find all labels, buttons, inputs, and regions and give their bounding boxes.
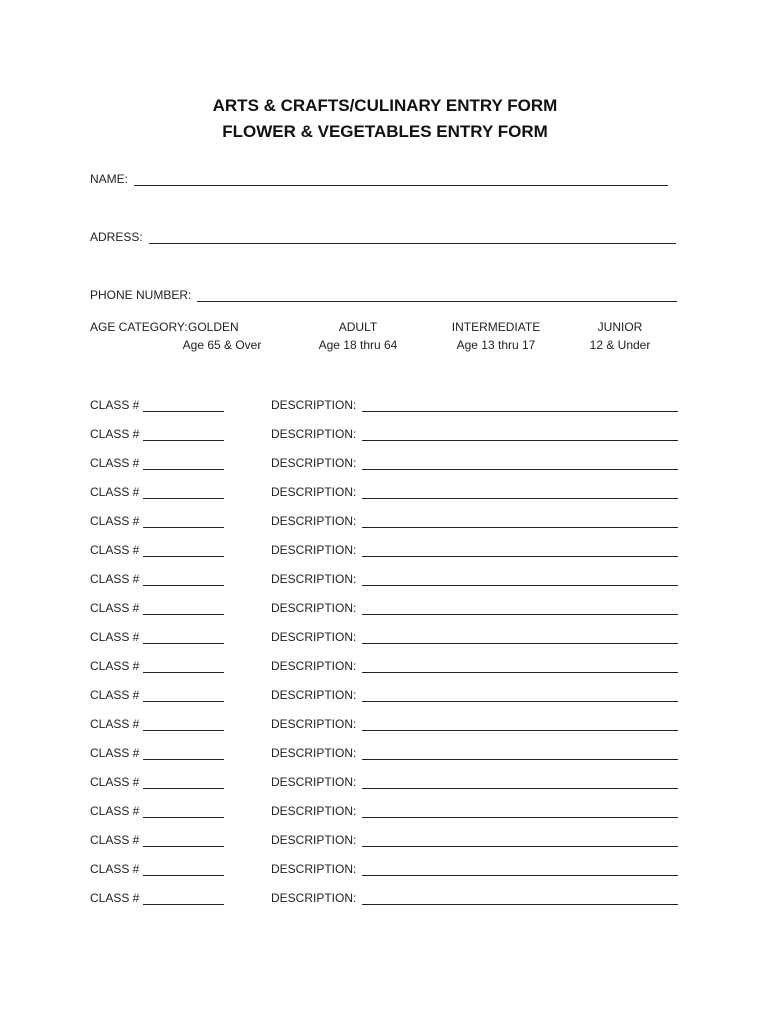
class-number-label: CLASS # [90,688,140,702]
description-label: DESCRIPTION: [271,717,357,731]
class-number-field [90,630,224,644]
class-number-input-line[interactable] [143,863,224,876]
class-number-field [90,572,224,586]
class-number-field [90,514,224,528]
description-input-line[interactable] [362,660,678,673]
description-label: DESCRIPTION: [271,891,357,905]
description-label: DESCRIPTION: [271,688,357,702]
class-number-input-line[interactable] [143,515,224,528]
description-field [271,688,678,702]
age-option-intermediate[interactable] [446,318,546,354]
description-field [271,804,678,818]
class-number-input-line[interactable] [143,573,224,586]
class-number-label: CLASS # [90,862,140,876]
class-number-field [90,891,224,905]
entry-row [90,717,690,746]
age-option-name: ADULT [338,320,378,334]
class-number-field [90,804,224,818]
entry-row [90,427,690,456]
class-number-label: CLASS # [90,514,140,528]
class-number-label: CLASS # [90,543,140,557]
entry-row [90,572,690,601]
class-number-input-line[interactable] [143,718,224,731]
description-field [271,717,678,731]
class-number-field [90,398,224,412]
class-number-label: CLASS # [90,717,140,731]
description-input-line[interactable] [362,573,678,586]
description-field [271,485,678,499]
class-number-label: CLASS # [90,775,140,789]
class-number-input-line[interactable] [143,457,224,470]
entry-row [90,775,690,804]
class-number-input-line[interactable] [143,486,224,499]
class-number-label: CLASS # [90,572,140,586]
description-field [271,833,678,847]
description-label: DESCRIPTION: [271,456,357,470]
entry-row [90,746,690,775]
class-number-field [90,456,224,470]
class-number-label: CLASS # [90,398,140,412]
description-label: DESCRIPTION: [271,833,357,847]
entry-row [90,630,690,659]
description-field [271,514,678,528]
description-label: DESCRIPTION: [271,659,357,673]
description-field [271,630,678,644]
address-label: ADRESS: [90,230,143,244]
class-number-input-line[interactable] [143,892,224,905]
name-input-line[interactable] [134,173,668,186]
class-number-field [90,659,224,673]
class-number-field [90,862,224,876]
class-number-input-line[interactable] [143,602,224,615]
class-number-label: CLASS # [90,630,140,644]
address-field [90,230,676,244]
class-number-label: CLASS # [90,804,140,818]
description-input-line[interactable] [362,747,678,760]
class-number-input-line[interactable] [143,776,224,789]
class-number-label: CLASS # [90,427,140,441]
entry-row [90,601,690,630]
description-input-line[interactable] [362,457,678,470]
entry-rows [90,398,690,920]
description-field [271,775,678,789]
class-number-label: CLASS # [90,833,140,847]
description-input-line[interactable] [362,834,678,847]
description-input-line[interactable] [362,689,678,702]
class-number-input-line[interactable] [143,834,224,847]
form-title-line-1: ARTS & CRAFTS/CULINARY ENTRY FORM [212,96,558,115]
class-number-field [90,543,224,557]
class-number-label: CLASS # [90,659,140,673]
entry-row [90,514,690,543]
entry-row [90,688,690,717]
description-label: DESCRIPTION: [271,427,357,441]
description-field [271,891,678,905]
description-label: DESCRIPTION: [271,775,357,789]
phone-input-line[interactable] [197,289,677,302]
age-option-adult[interactable] [308,318,408,354]
age-option-range: Age 18 thru 64 [318,338,398,352]
description-label: DESCRIPTION: [271,543,357,557]
description-field [271,746,678,760]
description-input-line[interactable] [362,631,678,644]
description-input-line[interactable] [362,776,678,789]
description-input-line[interactable] [362,805,678,818]
entry-row [90,398,690,427]
form-title-line-2: FLOWER & VEGETABLES ENTRY FORM [222,122,548,141]
class-number-input-line[interactable] [143,428,224,441]
age-category-label: AGE CATEGORY: [90,320,188,334]
description-label: DESCRIPTION: [271,630,357,644]
class-number-input-line[interactable] [143,660,224,673]
description-field [271,456,678,470]
description-field [271,601,678,615]
description-input-line[interactable] [362,486,678,499]
phone-label: PHONE NUMBER: [90,288,192,302]
class-number-field [90,427,224,441]
entry-row [90,659,690,688]
entry-row [90,833,690,862]
age-option-name: INTERMEDIATE [451,320,541,334]
class-number-field [90,601,224,615]
age-option-range: 12 & Under [589,338,651,352]
age-option-golden[interactable] [176,318,268,354]
age-option-name: JUNIOR [597,320,643,334]
class-number-input-line[interactable] [143,805,224,818]
age-option-junior[interactable] [580,318,660,354]
class-number-field [90,746,224,760]
class-number-field [90,688,224,702]
description-label: DESCRIPTION: [271,804,357,818]
description-field [271,572,678,586]
description-input-line[interactable] [362,718,678,731]
class-number-field [90,717,224,731]
class-number-input-line[interactable] [143,399,224,412]
age-option-name: GOLDEN [188,320,239,334]
entry-row [90,891,690,920]
entry-row [90,862,690,891]
description-input-line[interactable] [362,515,678,528]
class-number-input-line[interactable] [143,747,224,760]
description-field [271,543,678,557]
class-number-input-line[interactable] [143,544,224,557]
description-label: DESCRIPTION: [271,862,357,876]
name-label: NAME: [90,172,129,186]
phone-field [90,288,677,302]
description-input-line[interactable] [362,399,678,412]
description-label: DESCRIPTION: [271,601,357,615]
class-number-input-line[interactable] [143,631,224,644]
description-input-line[interactable] [362,428,678,441]
description-input-line[interactable] [362,863,678,876]
class-number-label: CLASS # [90,456,140,470]
address-input-line[interactable] [149,231,676,244]
description-field [271,862,678,876]
entry-row [90,485,690,514]
description-label: DESCRIPTION: [271,746,357,760]
description-field [271,398,678,412]
class-number-label: CLASS # [90,746,140,760]
description-field [271,427,678,441]
class-number-field [90,485,224,499]
name-field [90,172,668,186]
description-input-line[interactable] [362,544,678,557]
age-option-range: Age 65 & Over [182,338,262,352]
description-label: DESCRIPTION: [271,485,357,499]
class-number-field [90,775,224,789]
entry-row [90,804,690,833]
description-label: DESCRIPTION: [271,398,357,412]
description-field [271,659,678,673]
entry-row [90,456,690,485]
class-number-field [90,833,224,847]
class-number-label: CLASS # [90,485,140,499]
entry-row [90,543,690,572]
class-number-label: CLASS # [90,891,140,905]
class-number-label: CLASS # [90,601,140,615]
description-label: DESCRIPTION: [271,572,357,586]
class-number-input-line[interactable] [143,689,224,702]
description-input-line[interactable] [362,602,678,615]
description-input-line[interactable] [362,892,678,905]
description-label: DESCRIPTION: [271,514,357,528]
age-option-range: Age 13 thru 17 [456,338,536,352]
